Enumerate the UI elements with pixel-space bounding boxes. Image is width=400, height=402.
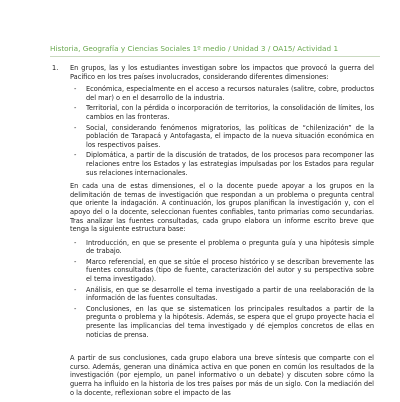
list-item xyxy=(70,124,374,150)
list-item xyxy=(70,85,374,102)
dimension-territorial: Territorial, con la pérdida o incorporación de territorios, la consolidación de límites, los cambios en las fronteras. xyxy=(86,104,374,121)
dimension-diplomatica: Diplomática, a partir de la discusión de tratados, de los procesos para recomponer las relaciones entre los Estados y las estrategias impulsadas por los Estados para regular sus relaciones internacionales. xyxy=(86,151,374,177)
research-paragraph: En cada una de estas dimensiones, el o la docente puede apoyar a los grupos en la delimitación de temas de investigación que respondan a un problema o pregunta central que oriente la indagación. A continuación, los grupos planifican la investigación y, con el apoyo del o la docente, seleccionan fuentes confiables, tanto primarias como secundarias. Tras analizar las fuentes consultadas, cada grupo elabora un informe escrito breve que tenga la siguiente estructura base: xyxy=(70,182,374,234)
activity-number: 1. xyxy=(52,64,59,72)
list-item xyxy=(70,258,374,284)
document-body xyxy=(52,64,374,402)
dash-bullet-icon: - xyxy=(74,257,77,266)
dimensions-list xyxy=(70,85,374,177)
activity-intro: En grupos, las y los estudiantes investigan sobre los impactos que provocó la guerra del Pacífico en los tres países involucrados, considerando diferentes dimensiones: xyxy=(70,64,374,81)
list-item xyxy=(70,239,374,256)
dash-bullet-icon: - xyxy=(74,85,77,94)
list-item xyxy=(70,104,374,121)
list-item xyxy=(70,305,374,339)
dimension-economica: Económica, especialmente en el acceso a recursos naturales (salitre, cobre, productos del mar) o en el desarrollo de la industria. xyxy=(86,85,374,102)
synthesis-paragraph: A partir de sus conclusiones, cada grupo elabora una breve síntesis que comparte con el curso. Además, generan una dinámica activa en que ponen en común los resultados de la investigación (por ejemplo, un panel informativo o un debate) y discuten sobre cómo la guerra ha influido en la historia de los tres países por más de un siglo. Con la mediación del o la docente, reflexionan sobre el impacto de las xyxy=(70,354,374,397)
structure-conclusiones: Conclusiones, en las que se sistematicen los principales resultados a partir de la pregunta o problema y la hipótesis. Además, se espera que el grupo proyecte hacia el presente las implicancias del tema investigado y dé ejemplos concretos de ellas en noticias de prensa. xyxy=(86,304,374,339)
page-header: Historia, Geografía y Ciencias Sociales 1º medio / Unidad 3 / OA15/ Actividad 1 xyxy=(50,44,339,53)
header-divider xyxy=(50,56,380,57)
dash-bullet-icon: - xyxy=(74,104,77,113)
dash-bullet-icon: - xyxy=(74,238,77,247)
structure-analisis: Análisis, en que se desarrolle el tema investigado a partir de una reelaboración de la información de las fuentes consultadas. xyxy=(86,285,374,303)
dash-bullet-icon: - xyxy=(74,285,77,294)
list-item xyxy=(70,286,374,303)
structure-introduccion: Introducción, en que se presente el problema o pregunta guía y una hipótesis simple de trabajo. xyxy=(86,238,374,256)
dash-bullet-icon: - xyxy=(74,151,77,160)
activity-item xyxy=(52,64,374,397)
list-item xyxy=(70,151,374,177)
spacer xyxy=(70,344,374,354)
structure-marco: Marco referencial, en que se sitúe el proceso histórico y se describan brevemente las fuentes consultadas (tipo de fuente, caracterización del autor y su perspectiva sobre el tema investigado). xyxy=(86,257,374,284)
dash-bullet-icon: - xyxy=(74,123,77,132)
dash-bullet-icon: - xyxy=(74,304,77,313)
report-structure-list xyxy=(70,239,374,340)
dimension-social: Social, considerando fenómenos migratorios, las políticas de “chilenización” de la población de Tarapacá y Antofagasta, el impacto de la nueva situación económica en los respectivos países. xyxy=(86,123,374,149)
